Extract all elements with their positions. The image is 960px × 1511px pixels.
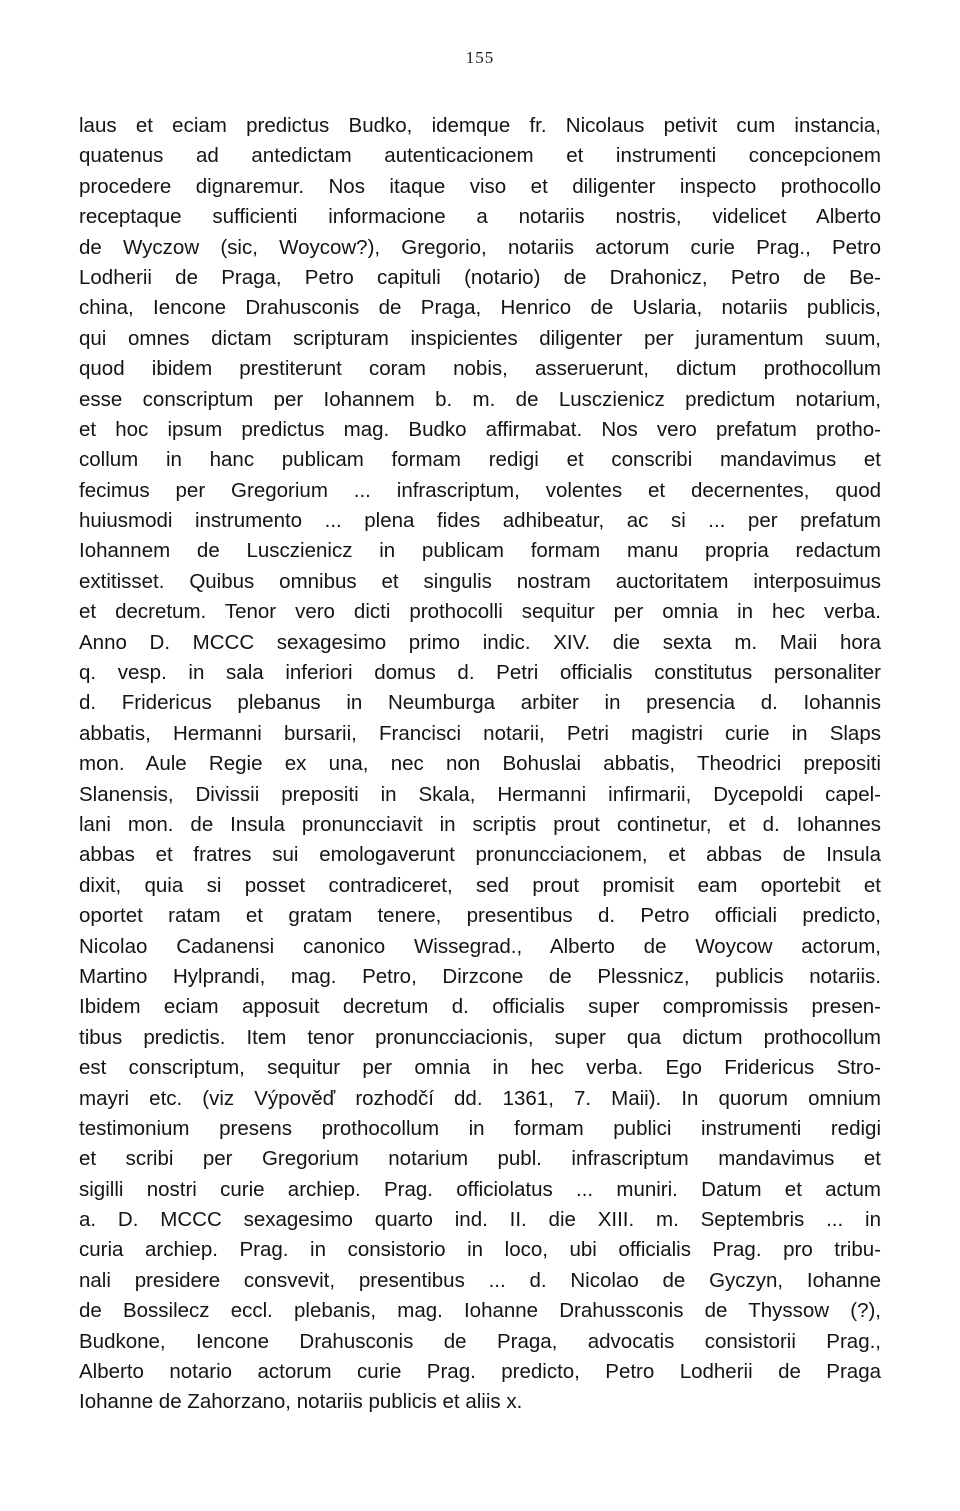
text-line: Budkone, Iencone Drahusconis de Praga, advocatis consistorii Prag., xyxy=(79,1329,881,1353)
text-line: lani mon. de Insula pronuncciavit in scriptis prout continetur, et d. Iohannes xyxy=(79,812,881,836)
text-line: Iohanne de Zahorzano, notariis publicis et aliis x. xyxy=(79,1390,523,1414)
text-line: mon. Aule Regie ex una, nec non Bohuslai abbatis, Theodrici prepositi xyxy=(79,752,881,776)
text-line: Iohannem de Lusczienicz in publicam formam manu propria redactum xyxy=(79,539,881,563)
text-line: mayri etc. (viz Výpověď rozhodčí dd. 1361, 7. Maii). In quorum omnium xyxy=(79,1086,881,1110)
text-line: quod ibidem prestiterunt coram nobis, asseruerunt, dictum prothocollum xyxy=(79,357,881,381)
text-line: abbas et fratres sui emologaverunt pronuncciacionem, et abbas de Insula xyxy=(79,843,881,867)
text-line: de Wyczow (sic, Woycow?), Gregorio, notariis actorum curie Prag., Petro xyxy=(79,235,881,259)
text-line: Slanensis, Divissii prepositi in Skala, Hermanni infirmarii, Dycepoldi capel- xyxy=(79,782,881,806)
text-line: nali presidere consvevit, presentibus ... d. Nicolao de Gyczyn, Iohanne xyxy=(79,1268,881,1292)
text-line: tibus predictis. Item tenor pronuncciacionis, super qua dictum prothocollum xyxy=(79,1025,881,1049)
text-line: receptaque sufficienti informacione a notariis nostris, videlicet Alberto xyxy=(79,205,881,229)
text-line: quatenus ad antedictam autenticacionem et instrumenti concepcionem xyxy=(79,144,881,168)
text-line: Nicolao Cadanensi canonico Wissegrad., Alberto de Woycow actorum, xyxy=(79,934,881,958)
text-line: oportet ratam et gratam tenere, presentibus d. Petro officiali predicto, xyxy=(79,904,881,928)
text-line: et hoc ipsum predictus mag. Budko affirmabat. Nos vero prefatum protho- xyxy=(79,417,881,441)
text-line: fecimus per Gregorium ... infrascriptum, volentes et decernentes, quod xyxy=(79,478,881,502)
body-text xyxy=(79,111,881,1418)
text-line: testimonium presens prothocollum in formam publici instrumenti redigi xyxy=(79,1116,881,1140)
page-number: 155 xyxy=(465,48,495,67)
text-line: laus et eciam predictus Budko, idemque fr. Nicolaus petivit cum instancia, xyxy=(79,114,881,137)
text-line: china, Iencone Drahusconis de Praga, Henrico de Uslaria, notariis publicis, xyxy=(79,296,881,320)
text-line: et scribi per Gregorium notarium publ. infrascriptum mandavimus et xyxy=(79,1147,881,1171)
text-line: q. vesp. in sala inferiori domus d. Petri officialis constitutus personaliter xyxy=(79,661,881,685)
text-line: Alberto notario actorum curie Prag. predicto, Petro Lodherii de Praga xyxy=(79,1360,881,1384)
text-line: Lodherii de Praga, Petro capituli (notario) de Drahonicz, Petro de Be- xyxy=(79,265,881,289)
text-line: et decretum. Tenor vero dicti prothocolli sequitur per omnia in hec verba. xyxy=(79,600,881,624)
text-line: dixit, quia si posset contradiceret, sed prout promisit eam oportebit et xyxy=(79,873,881,897)
text-line: abbatis, Hermanni bursarii, Francisci notarii, Petri magistri curie in Slaps xyxy=(79,721,881,745)
text-line: curia archiep. Prag. in consistorio in loco, ubi officialis Prag. pro tribu- xyxy=(79,1238,881,1262)
text-line: esse conscriptum per Iohannem b. m. de Lusczienicz predictum notarium, xyxy=(79,387,881,411)
text-line: sigilli nostri curie archiep. Prag. officiolatus ... muniri. Datum et actum xyxy=(79,1177,881,1201)
text-line: Ibidem eciam apposuit decretum d. officialis super compromissis presen- xyxy=(79,995,881,1019)
text-line: de Bossilecz eccl. plebanis, mag. Iohanne Drahussconis de Thyssow (?), xyxy=(79,1299,881,1323)
text-line: qui omnes dictam scripturam inspicientes diligenter per juramentum suum, xyxy=(79,326,881,350)
text-line: collum in hanc publicam formam redigi et conscribi mandavimus et xyxy=(79,448,881,472)
text-line: huiusmodi instrumento ... plena fides adhibeatur, ac si ... per prefatum xyxy=(79,509,881,533)
text-line: est conscriptum, sequitur per omnia in hec verba. Ego Fridericus Stro- xyxy=(79,1056,881,1080)
text-line: d. Fridericus plebanus in Neumburga arbiter in presencia d. Iohannis xyxy=(79,691,881,715)
text-line: Martino Hylprandi, mag. Petro, Dirzcone de Plessnicz, publicis notariis. xyxy=(79,964,881,988)
text-line: Anno D. MCCC sexagesimo primo indic. XIV. die sexta m. Maii hora xyxy=(79,630,881,654)
text-line: a. D. MCCC sexagesimo quarto ind. II. die XIII. m. Septembris ... in xyxy=(79,1208,881,1232)
text-line: extitisset. Quibus omnibus et singulis nostram auctoritatem interposuimus xyxy=(79,569,881,593)
text-line: procedere dignaremur. Nos itaque viso et diligenter inspecto prothocollo xyxy=(79,174,881,198)
